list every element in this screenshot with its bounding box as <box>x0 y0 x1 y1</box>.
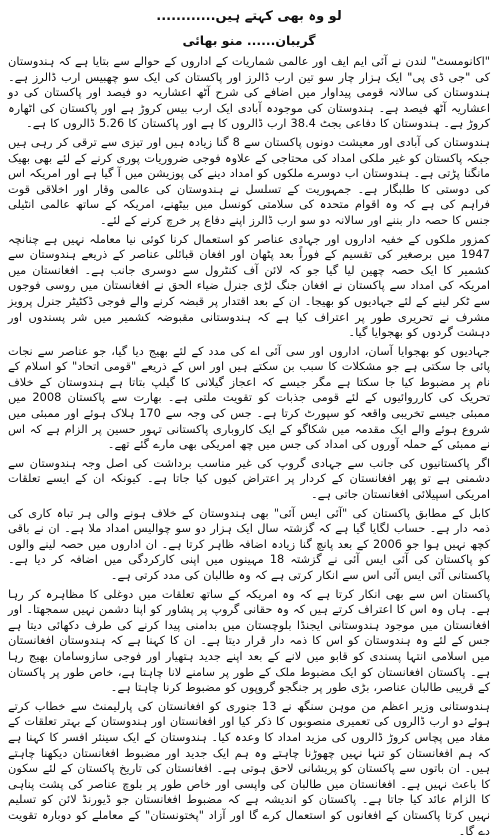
paragraph-1: "اکانومسٹ" لندن نے آئی ایم ایف اور عالمی شماریات کے اداروں کے حوالے سے بتایا ہے کہ ہندوستان کی "جی ڈی پی" ایک ہزار چار سو تین ارب ڈالرز اور پاکستان کی ایک سو چھبیس ارب ڈالرز ہے۔ ہندوستان کی سالانہ قومی پیداوار میں اضافے کی شرح آٹھ اعشاریہ دو فیصد اور پاکستان کی دو اعشاریہ آٹھ فیصد ہے۔ ہندوستان کی موجودہ آبادی ایک ارب بیس کروڑ ہے اور پاکستان کی اٹھارہ کروڑ ہے۔ ہندوستان کا دفاعی بجٹ 38.4 ارب ڈالروں کا ہے اور پاکستان کا 5.26 ڈالروں کا ہے۔ <box>8 54 490 131</box>
paragraph-6: کابل کے مطابق پاکستان کی "آئی ایس آئی" بھی ہندوستان کے خلاف ہونے والی ہر تباہ کاری کی ذمہ دار ہے۔ حساب لگایا گیا ہے کہ گزشتہ سال ایک ہزار دو سو چوالیس امداد ملا ہے۔ ان نے باقی کچھ نہیں ہوا جو 2006 کے بعد پانچ گنا زیادہ اضافہ ظاہر کرتا ہے۔ ان اداروں میں حصہ لینے والوں کو پاکستان کی آئی ایس آئی نے گزشتہ 18 مہینوں میں اپنی کارکردگی میں اضافہ کر دیا ہے۔ پاکستانی آئی ایس آئی اس سے انکار کرتی ہے کہ وہ طالبان کی مدد کرتی ہے۔ <box>8 505 490 582</box>
newspaper-column <box>8 6 491 838</box>
paragraph-3: کمزور ملکوں کے خفیہ اداروں اور جہادی عناصر کو استعمال کرنا کوئی نیا معاملہ نہیں ہے چنانچہ 1947 میں برصغیر کی تقسیم کے فوراً بعد پٹھان اور افغان قبائلی عناصر کے ذریعے ہندوستان سے کشمیر کا ایک حصہ چھین لیا گیا جو کہ لائن آف کنٹرول سے دوسری جانب ہے۔ افغانستان میں امریکہ کی امداد سے پاکستان نے افغان جنگ لڑی جنرل ضیاء الحق نے افغانستان میں روسی فوجوں سے ٹکر لینے کے لئے جہادیوں کو بھیجا۔ ان کے بعد اقتدار پر قبضہ کرنے والے فوجی ڈکٹیٹر جنرل پرویز مشرف نے تحریری طور پر اعتراف کیا ہے کہ ہندوستانی مقبوضہ کشمیر میں شر پسندوں اور دہشت گردوں کو بھجوایا گیا۔ <box>8 231 490 340</box>
article-byline: گریبان...... منو بھائی <box>182 33 316 48</box>
paragraph-7: پاکستان اس سے بھی انکار کرتا ہے کہ وہ امریکہ کے ساتھ تعلقات میں دوغلی کا مظاہرہ کر رہا ہے۔ ہاں وہ اس کا اعتراف کرتے ہیں کہ وہ حقانی گروپ پر پشاور کو اپنا دشمن نہیں سمجھتا۔ اور افغانستان میں موجود ہندوستانی ایجنڈا بلوچستان میں بدامنی پیدا کرنے کی طرف دکھائی دیتا ہے جس کے لئے وہ ہندوستان کو اس کا ذمہ دار قرار دیتا ہے۔ ان کا کہنا ہے کہ ہندوستان افغانستان میں اسلامی انتہا پسندی کو قابو میں لانے کے بعد اپنے جدید ہتھیار اور فوجی سازوسامان بھیج رہا ہے۔ پاکستان افغانستان کو ایک مضبوط ملک کے طور پر سامنے لانا چاہتا ہے، خاص طور پر پاکستان کے قریبی طالبان عناصر، بڑی طور پر جنگجو گروپوں کو مضبوط کرنا چاہتا ہے۔ <box>8 586 490 695</box>
article-body <box>8 54 490 839</box>
article-headline: لو وہ بھی کہتے ہیں............ <box>156 9 342 24</box>
paragraph-5: اگر پاکستانیوں کی جانب سے جہادی گروپ کی غیر مناسب برداشت کی اصل وجہ ہندوستان سے دشمنی ہے تو پھر افغانستان کے کردار پر اعتراض کیوں کیا جاتا ہے۔ کیونکہ ان کے ایسے تعلقات امریکی اسپیلائی افغانستان جاتی ہے۔ <box>8 455 490 502</box>
paragraph-8: ہندوستانی وزیر اعظم من موہن سنگھ نے 13 جنوری کو افغانستان کی پارلیمنٹ سے خطاب کرتے ہوئے دو ارب ڈالروں کی تعمیری منصوبوں کا ذکر کیا اور افغانستان اور ہندوستان کے بہتر تعلقات کے مفاد میں پچاس کروڑ ڈالروں کی مزید امداد کا وعدہ کیا۔ ہندوستان کے ایک سینئر افسر کا کہنا ہے کہ ہم افغانستان کو تنہا نہیں چھوڑنا چاہتے وہ ہم ایک جدید اور مضبوط افغانستان دیکھنا چاہتے ہیں۔ ان باتوں سے پاکستان کو پریشانی لاحق ہوتی ہے۔ افغانستان کی تاریخ پاکستان کے لئے سکون کا باعث نہیں ہے۔ افغانستان میں طالبان کی واپسی اور خاص طور پر بلوچ عناصر کی پشت پناہی کا الزام عائد کیا جاتا ہے۔ پاکستان کو اندیشہ ہے کہ مضبوط افغانستان جو ڈیورنڈ لائن کو تسلیم نہیں کرتا پاکستان کے افغانوں کو استعمال کرے گا اور آزاد "پختونستان" کے معاملے کو دوبارہ تقویت دے گا۔ <box>8 698 490 838</box>
paragraph-4: جہادیوں کو بھجوایا آسان، اداروں اور سی آئی اے کی مدد کے لئے بھیج دیا گیا، جو عناصر سے نجات پائی جا سکتی ہے جو مشکلات کا سبب بن سکتے ہیں اور اس کے ذریعے "قومی اتحاد" کو اسلام کے نام پر مضبوط کیا جا سکتا ہے مگر جیسے کہ اعجاز گیلانی کا گیلپ بتاتا ہے ہندوستان کے خلاف تحریک کی کارروائیوں کے لئے قومی جذبات کو تقویت ملتی ہے۔ بھارت سے پاکستان 2008 میں ممبئی جیسے تخریبی واقعہ کو سپورٹ کرتا ہے۔ جس کی وجہ سے 170 ہلاک ہوئے اور ممبئی میں شروع ہوئے والے ایک مقدمہ میں شکاگو کے ایک کاروباری پاکستانی تہور حسین پر الزام ہے کہ اس نے ممبئی کے حملہ آوروں کی امداد کی جس میں چھ امریکی بھی مارے گئے تھے۔ <box>8 343 491 452</box>
paragraph-2: ہندوستان کی آبادی اور معیشت دونوں پاکستان سے 8 گنا زیادہ ہیں اور تیزی سے ترقی کر رہی ہیں جبکہ پاکستان کو غیر ملکی امداد کی محتاجی کے علاوہ فوجی ضروریات پوری کرنے کے لئے بھی بھیک مانگنا پڑتی ہے۔ ہندوستان اب دوسرے ملکوں کو امداد دینے کی پوزیشن میں آ گیا ہے اور امریکہ اس کی دوستی کا طلبگار ہے۔ جمہوریت کے تسلسل نے ہندوستان کی عالمی وقار اور اخلاقی قوت فراہم کی ہے کہ وہ اقوام متحدہ کی سلامتی کونسل میں بیٹھنے، امریکہ کے ساتھ عالمی انٹیلی جنس کا حصہ دار بننے اور سالانہ دو سو ارب ڈالرز اپنے دفاع پر خرچ کرنے کے لئے۔ <box>8 134 490 227</box>
